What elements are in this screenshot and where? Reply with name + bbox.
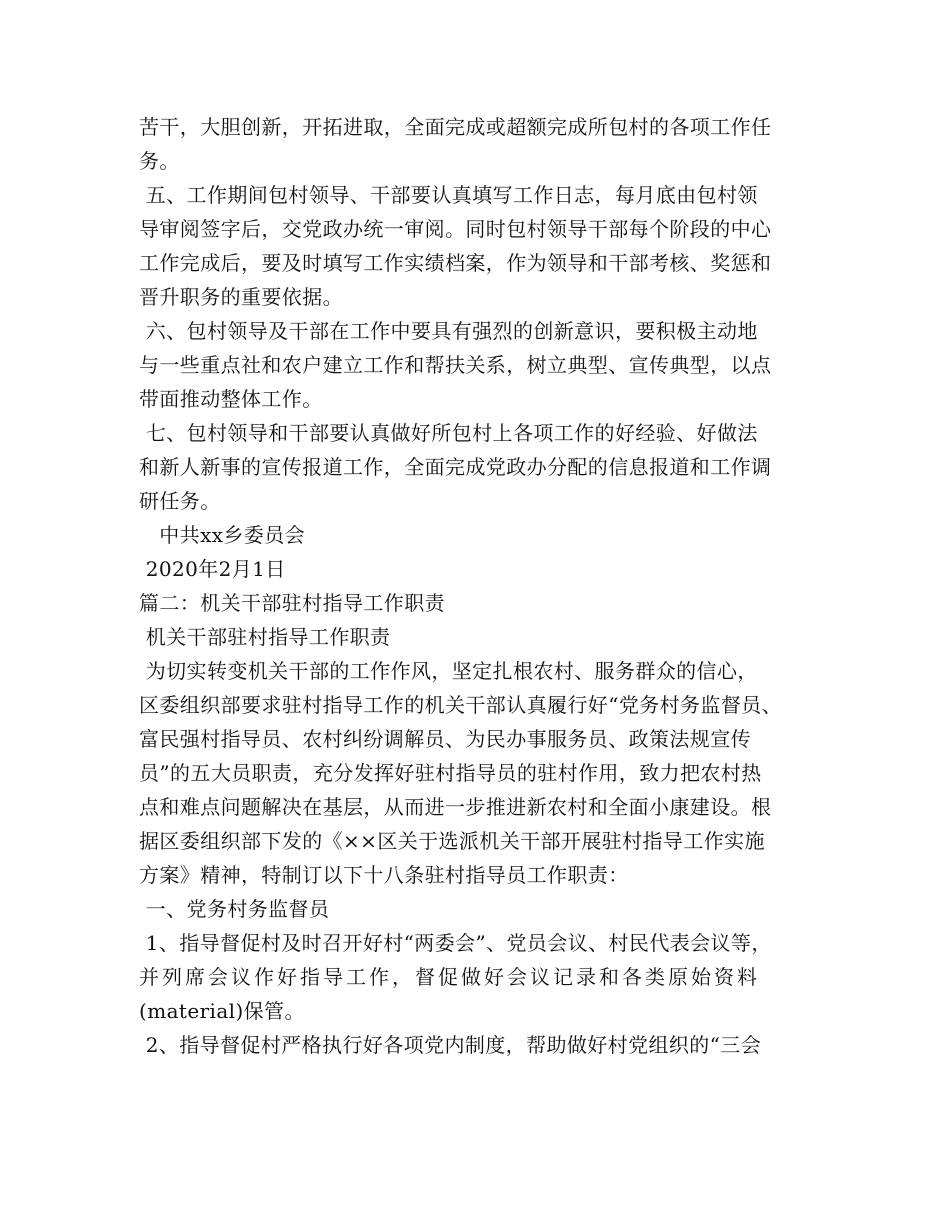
text-line: 务。 xyxy=(139,149,180,173)
section-title: 篇二：机关干部驻村指导工作职责 xyxy=(139,591,445,615)
text-line: 员”的五大员职责，充分发挥好驻村指导员的驻村作用，致力把农村热 xyxy=(139,761,762,785)
text-line: 与一些重点社和农户建立工作和帮扶关系，树立典型、宣传典型，以点 xyxy=(139,353,772,377)
text-line: 导审阅签字后，交党政办统一审阅。同时包村领导干部每个阶段的中心 xyxy=(139,217,772,241)
text-line: 六、包村领导及干部在工作中要具有强烈的创新意识，要积极主动地 xyxy=(139,319,758,343)
signature-date: 2020年2月1日 xyxy=(139,557,286,581)
text-line: 点和难点问题解决在基层，从而进一步推进新农村和全面小康建设。根 xyxy=(139,795,772,819)
text-line: 并列席会议作好指导工作，督促做好会议记录和各类原始资料 xyxy=(139,965,760,989)
text-line: 研任务。 xyxy=(139,489,221,513)
text-line: 苦干，大胆创新，开拓进取，全面完成或超额完成所包村的各项工作任 xyxy=(139,115,772,139)
section-subtitle: 机关干部驻村指导工作职责 xyxy=(139,625,391,649)
text-line: 方案》精神，特制订以下十八条驻村指导员工作职责： xyxy=(139,863,629,887)
text-line: 富民强村指导员、农村纠纷调解员、为民办事服务员、政策法规宣传 xyxy=(139,727,751,751)
text-line: 七、包村领导和干部要认真做好所包村上各项工作的好经验、好做法 xyxy=(139,421,758,445)
text-line: (material)保管。 xyxy=(139,999,305,1023)
text-line: 晋升职务的重要依据。 xyxy=(139,285,343,309)
text-line: 带面推动整体工作。 xyxy=(139,387,323,411)
text-line: 1、指导督促村及时召开好村“两委会”、党员会议、村民代表会议等， xyxy=(139,931,772,955)
text-line: 和新人新事的宣传报道工作，全面完成党政办分配的信息报道和工作调 xyxy=(139,455,772,479)
text-line: 区委组织部要求驻村指导工作的机关干部认真履行好“党务村务监督员、 xyxy=(139,693,783,717)
text-line: 2、指导督促村严格执行好各项党内制度，帮助做好村党组织的“三会 xyxy=(139,1033,762,1057)
text-line: 据区委组织部下发的《××区关于选派机关干部开展驻村指导工作实施 xyxy=(139,829,765,853)
text-line: 为切实转变机关干部的工作作风，坚定扎根农村、服务群众的信心， xyxy=(139,659,758,683)
document-body xyxy=(139,110,819,1062)
text-line: 五、工作期间包村领导、干部要认真填写工作日志，每月底由包村领 xyxy=(139,183,758,207)
text-line: 工作完成后，要及时填写工作实绩档案，作为领导和干部考核、奖惩和 xyxy=(139,251,772,275)
subsection-heading: 一、党务村务监督员 xyxy=(139,897,330,921)
signature-org: 中共xx乡委员会 xyxy=(139,523,306,547)
